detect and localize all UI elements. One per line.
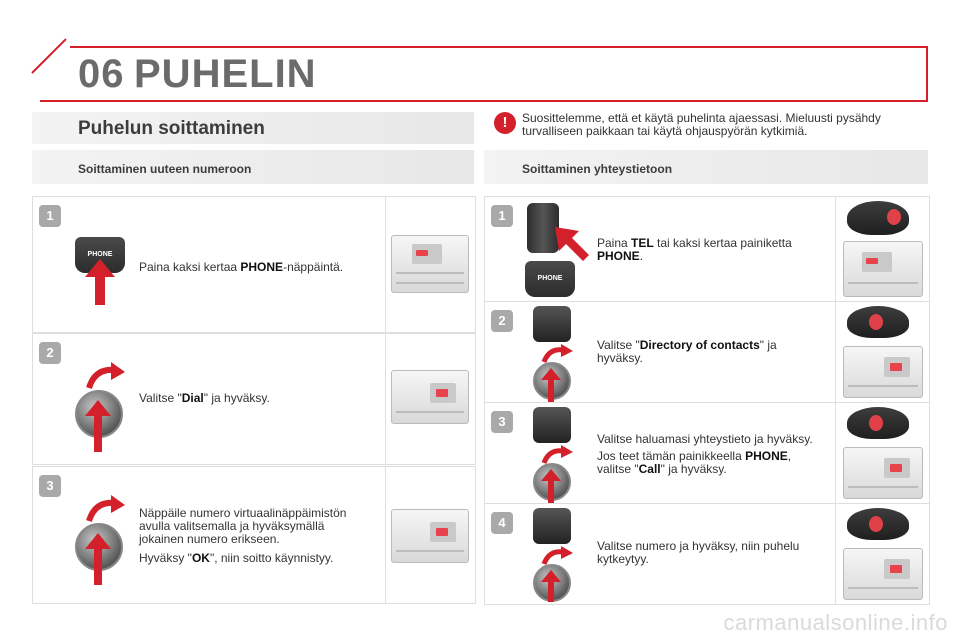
arrow-up-icon [541, 368, 561, 402]
right-step-1 [484, 196, 930, 302]
right-step-4 [484, 503, 930, 605]
left-title-bar [32, 150, 474, 184]
step-number: 1 [491, 205, 513, 227]
radio-unit-illustration [843, 346, 923, 398]
rotate-arrow-icon [85, 362, 125, 390]
rotate-arrow-icon [541, 445, 573, 465]
phone-button: PHONE [75, 237, 125, 273]
image-divider [385, 197, 386, 332]
right-step-2 [484, 301, 930, 403]
arrow-up-icon [541, 570, 561, 602]
left-step-2 [32, 333, 476, 465]
step-text: Valitse "Directory of contacts" ja hyväksy. [597, 338, 777, 365]
step-text: Näppäile numero virtuaalinäppäimistön avulla valitsemalla ja hyväksymällä jokainen numero erikseen. Hyväksy "OK", niin soitto käynnistyy. [139, 506, 347, 565]
right-step-3 [484, 402, 930, 504]
step-text: Valitse "Dial" ja hyväksy. [139, 391, 270, 405]
step-text: Paina TEL tai kaksi kertaa painiketta PHONE. [597, 236, 792, 263]
scroll-wheel-icon [533, 306, 571, 342]
radio-unit-illustration [391, 509, 469, 563]
scroll-wheel-icon [533, 407, 571, 443]
header-top-line [70, 46, 928, 48]
left-step-3 [32, 466, 476, 604]
image-divider [835, 504, 836, 604]
chapter-number: 06 [78, 52, 125, 96]
left-step-1 [32, 196, 476, 333]
arrow-up-icon [85, 400, 111, 452]
radio-unit-illustration [391, 235, 469, 293]
radio-unit-illustration [843, 241, 923, 297]
image-divider [835, 403, 836, 503]
rotate-arrow-icon [85, 495, 125, 523]
wheel-highlight [869, 516, 883, 532]
step-number: 3 [491, 411, 513, 433]
step-text: Valitse haluamasi yhteystieto ja hyväksy. Jos teet tämän painikkeella PHONE, valitse "Call" ja hyväksy. [597, 432, 813, 476]
arrow-up-icon [85, 533, 111, 585]
step-number: 3 [39, 475, 61, 497]
right-column-title: Soittaminen yhteystietoon [522, 162, 673, 176]
wheel-highlight [869, 415, 883, 431]
wheel-highlight [887, 209, 901, 225]
page-title: PUHELIN [134, 52, 317, 96]
step-text: Valitse numero ja hyväksy, niin puhelu kytkeytyy. [597, 539, 800, 566]
watermark: carmanualsonline.info [723, 610, 948, 635]
notice-text: Suosittelemme, että et käytä puhelinta ajaessasi. Mieluusti pysähdy turvalliseen paikkaan tai käytä ohjauspyörän kytkimiä. [522, 111, 881, 138]
radio-unit-illustration [843, 548, 923, 600]
wheel-highlight [869, 314, 883, 330]
arrow-up-icon [541, 469, 561, 503]
warning-icon: ! [494, 112, 516, 134]
header-bottom-line [40, 100, 928, 102]
step-number: 4 [491, 512, 513, 534]
section-title-bar [32, 112, 474, 144]
image-divider [835, 197, 836, 301]
image-divider [835, 302, 836, 402]
scroll-wheel-icon [533, 508, 571, 544]
right-title-bar [484, 150, 928, 184]
image-divider [385, 467, 386, 603]
phone-button: PHONE [525, 261, 575, 297]
header-corner-line [31, 38, 66, 73]
step-number: 2 [39, 342, 61, 364]
step-number: 1 [39, 205, 61, 227]
arrow-up-icon [85, 259, 115, 305]
section-title: Puhelun soittaminen [78, 118, 265, 139]
header-right-line [926, 46, 928, 102]
rotate-arrow-icon [541, 344, 573, 364]
arrow-diagonal-icon [555, 227, 589, 261]
image-divider [385, 334, 386, 464]
rotate-arrow-icon [541, 546, 573, 566]
radio-unit-illustration [391, 370, 469, 424]
radio-unit-illustration [843, 447, 923, 499]
step-number: 2 [491, 310, 513, 332]
left-column-title: Soittaminen uuteen numeroon [78, 162, 252, 176]
step-text: Paina kaksi kertaa PHONE-näppäintä. [139, 260, 344, 274]
